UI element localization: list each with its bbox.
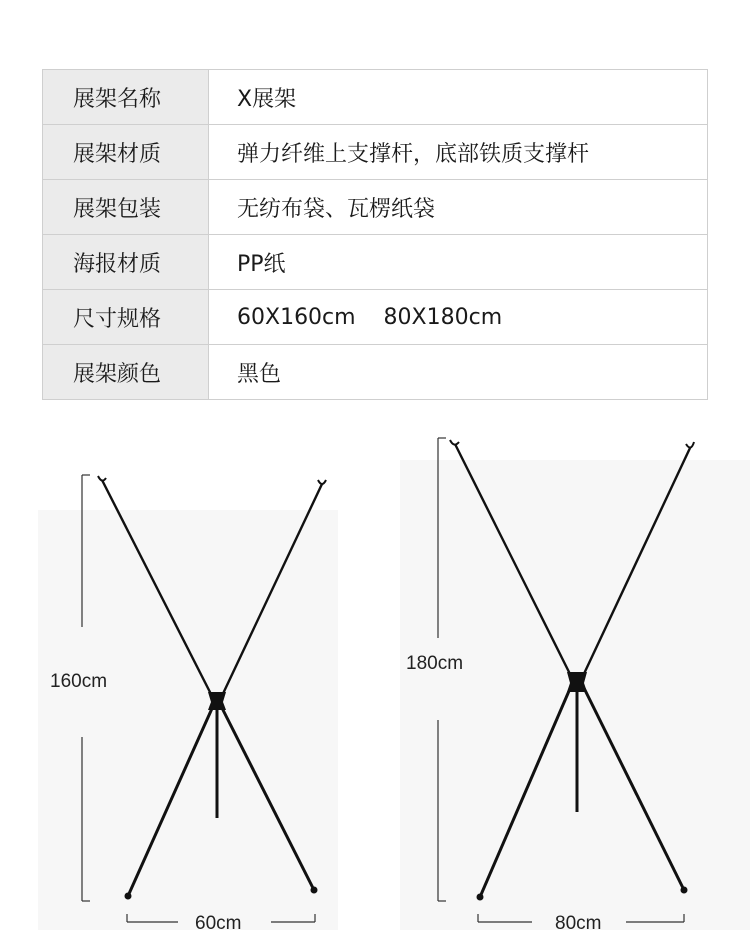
- spec-row-material: [43, 125, 708, 180]
- spec-row-packaging: [43, 180, 708, 235]
- hook-icon: [318, 480, 326, 484]
- spec-row-poster-material: [43, 235, 708, 290]
- spec-value: X展架: [209, 70, 708, 125]
- photo-background-right: [400, 460, 750, 930]
- height-label-small: 160cm: [50, 671, 108, 692]
- spec-value: PP纸: [209, 235, 708, 290]
- height-label-large: 180cm: [406, 653, 464, 674]
- foot-cap: [311, 887, 318, 894]
- spec-value: 黑色: [209, 345, 708, 400]
- stand-figures: [0, 420, 750, 935]
- hook-icon: [98, 476, 106, 481]
- spec-value: 弹力纤维上支撑杆，底部铁质支撑杆: [209, 125, 708, 180]
- stand-illustration: [0, 420, 750, 935]
- hook-icon: [686, 442, 694, 448]
- spec-table: [42, 69, 708, 400]
- foot-cap: [681, 887, 688, 894]
- spec-label: 海报材质: [43, 235, 209, 290]
- spec-value: 60X160cm 80X180cm: [209, 290, 708, 345]
- spec-label: 展架颜色: [43, 345, 209, 400]
- spec-row-name: [43, 70, 708, 125]
- spec-label: 展架名称: [43, 70, 209, 125]
- photo-background-left: [38, 510, 338, 930]
- spec-label: 展架材质: [43, 125, 209, 180]
- spec-row-color: [43, 345, 708, 400]
- hub-connector: [567, 672, 587, 692]
- spec-value: 无纺布袋、瓦楞纸袋: [209, 180, 708, 235]
- width-label-large: 80cm: [555, 913, 602, 934]
- hook-icon: [450, 440, 459, 445]
- width-label-small: 60cm: [195, 913, 242, 934]
- spec-label: 展架包装: [43, 180, 209, 235]
- foot-cap: [125, 893, 132, 900]
- foot-cap: [477, 894, 484, 901]
- spec-row-size: [43, 290, 708, 345]
- spec-label: 尺寸规格: [43, 290, 209, 345]
